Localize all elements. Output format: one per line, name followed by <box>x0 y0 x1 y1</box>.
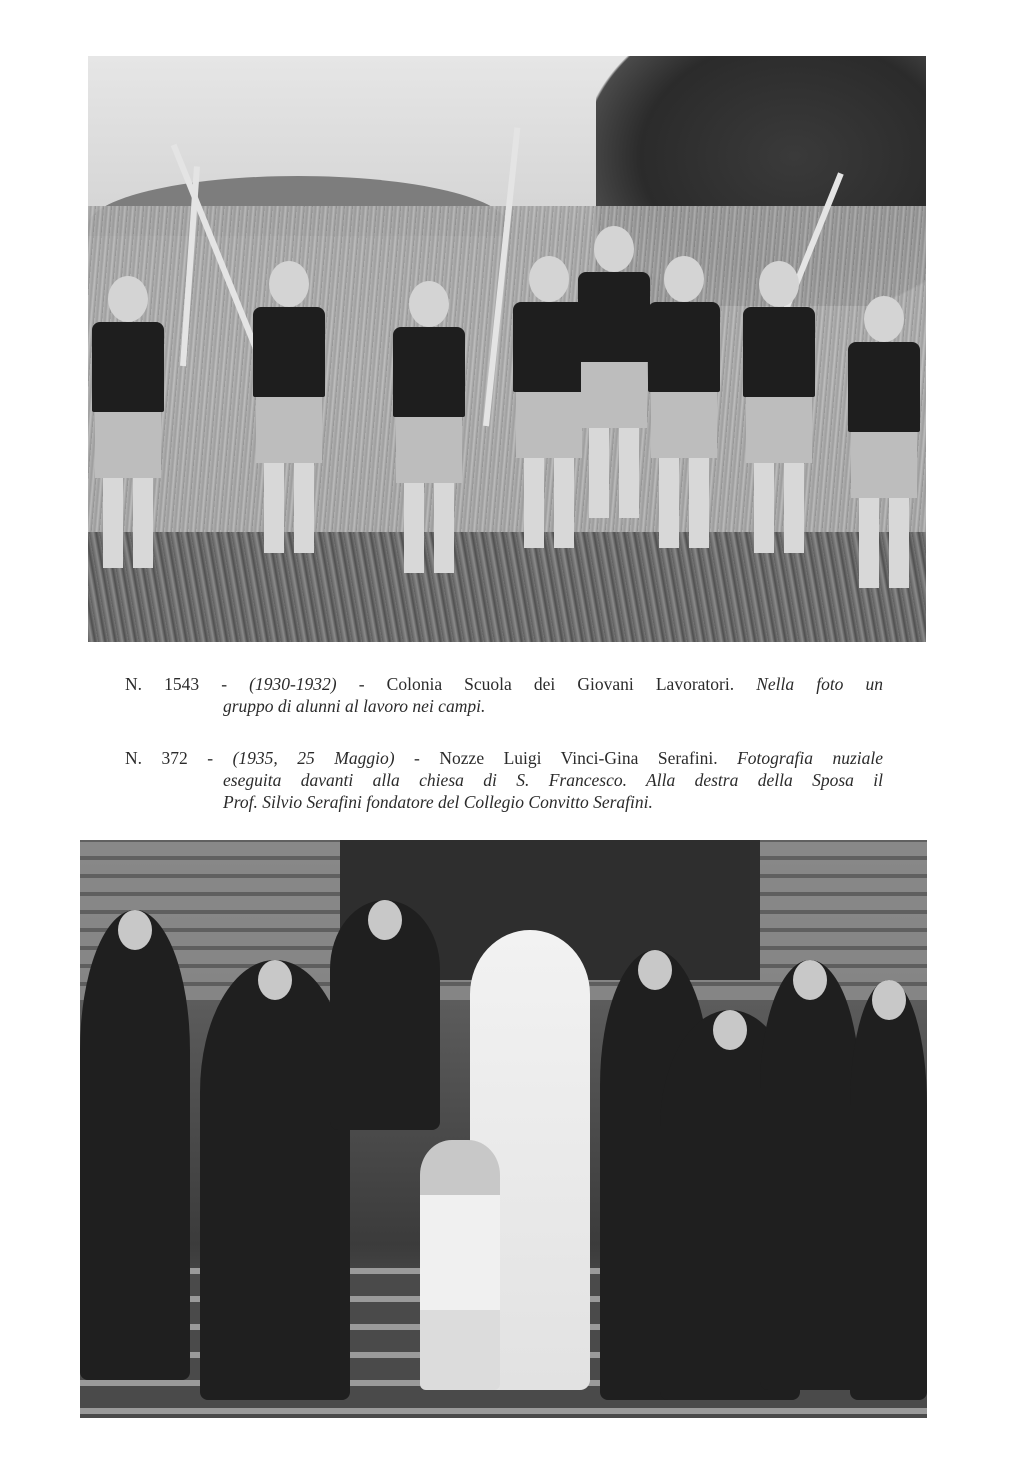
photo-guest <box>850 980 927 1400</box>
caption-separator: - <box>199 674 250 694</box>
photo-boy <box>253 261 325 553</box>
photo-boy <box>848 296 920 588</box>
photo-boys-field <box>88 56 926 642</box>
caption-description: Nella foto un <box>734 674 884 694</box>
caption-photo-1543 <box>125 673 883 717</box>
photo-boy <box>743 261 815 553</box>
caption-description-line: eseguita davanti alla chiesa di S. Francesco. Alla destra della Sposa il <box>223 770 883 790</box>
photo-guest <box>330 900 440 1130</box>
caption-separator: - <box>187 748 233 768</box>
caption-description-line: gruppo di alunni al lavoro nei campi. <box>223 696 486 716</box>
caption-separator: - <box>336 674 387 694</box>
photo-boy <box>92 276 164 568</box>
photo-flower-girl <box>420 1140 500 1390</box>
photo-boy <box>513 256 585 548</box>
caption-separator: - <box>394 748 440 768</box>
caption-description: Fotografia nuziale <box>717 748 884 768</box>
photo-boy <box>393 281 465 573</box>
caption-number: N. 1543 <box>125 674 200 694</box>
caption-number: N. 372 <box>125 748 188 768</box>
photo-wedding-group <box>80 840 927 1418</box>
caption-date: (1930-1932) <box>249 674 337 694</box>
caption-line <box>125 673 883 695</box>
caption-title: Nozze Luigi Vinci-Gina Serafini. <box>439 748 718 768</box>
caption-title: Colonia Scuola dei Giovani Lavoratori. <box>386 674 735 694</box>
caption-photo-372 <box>125 747 883 813</box>
photo-guest <box>760 960 860 1390</box>
caption-date: (1935, 25 Maggio) <box>232 748 395 768</box>
photo-boy <box>578 226 650 518</box>
photo-guest <box>200 960 350 1400</box>
caption-line <box>125 747 883 769</box>
photo-guest <box>80 910 190 1380</box>
caption-description-line: Prof. Silvio Serafini fondatore del Collegio Convitto Serafini. <box>223 792 653 812</box>
photo-boy <box>648 256 720 548</box>
